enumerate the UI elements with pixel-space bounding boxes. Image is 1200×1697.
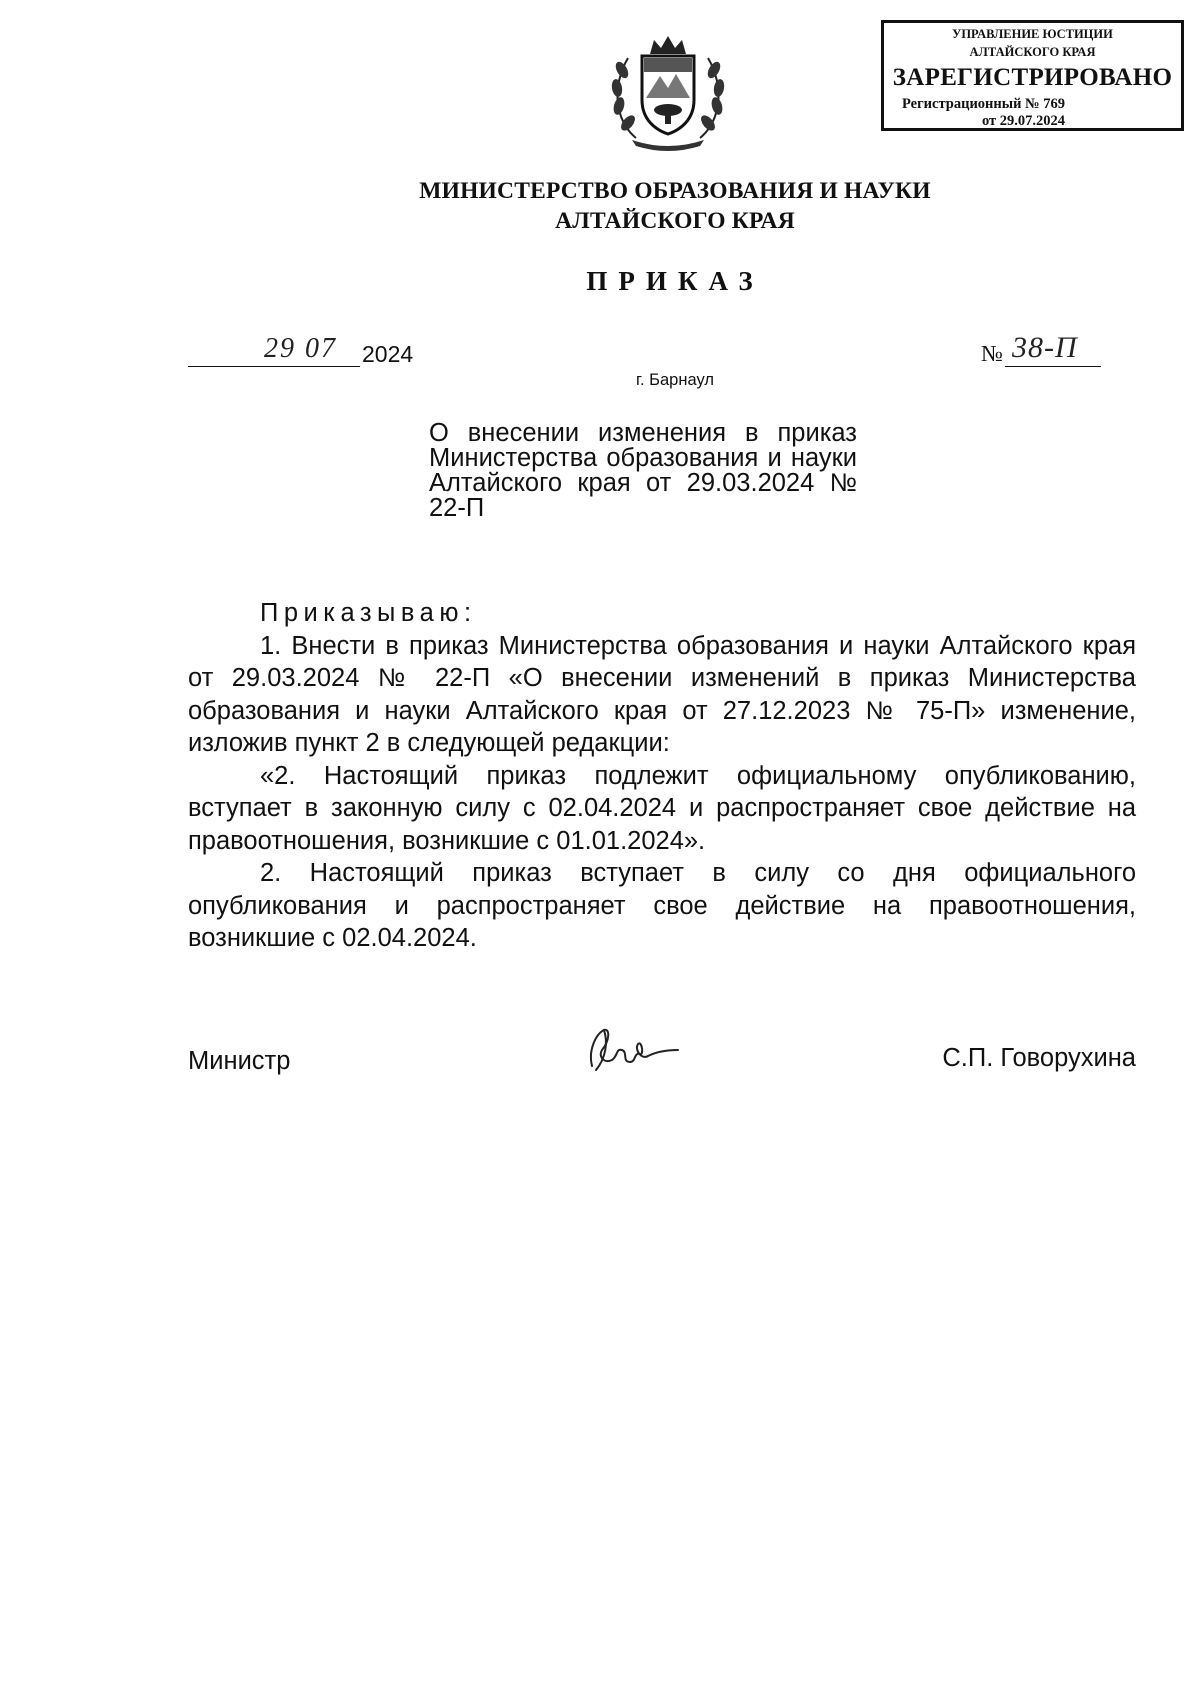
- date-year: 2024: [362, 341, 414, 367]
- ministry-line1: МИНИСТЕРСТВО ОБРАЗОВАНИЯ И НАУКИ: [419, 178, 931, 204]
- stamp-org-line2: АЛТАЙСКОГО КРАЯ: [969, 45, 1096, 59]
- handwritten-date: 29 07: [264, 333, 337, 364]
- signatory-role: Министр: [188, 1047, 291, 1075]
- order-body: [188, 597, 1136, 955]
- stamp-org-line1: УПРАВЛЕНИЕ ЮСТИЦИИ: [952, 27, 1113, 41]
- stamp-status: ЗАРЕГИСТРИРОВАНО: [892, 64, 1173, 91]
- stamp-reg-number: Регистрационный № 769: [902, 96, 1066, 112]
- paragraph-1: 1. Внести в приказ Министерства образования и науки Алтайского края от 29.03.2024 № 22-П «О внесении изменений в приказ Министерства образования и науки Алтайского края от 27.12.2023 № 75-П» изменение, изложив пункт 2 в следующей редакции:: [188, 631, 1136, 757]
- signatory-name: С.П. Говорухина: [942, 1044, 1136, 1072]
- stamp-reg-date: от 29.07.2024: [982, 113, 1066, 129]
- handwritten-signature: [586, 1020, 686, 1076]
- city: г. Барнаул: [636, 371, 714, 389]
- paragraph-quoted: «2. Настоящий приказ подлежит официальному опубликованию, вступает в законную силу с 02.04.2024 и распространяет свое действие на правоотношения, возникшие с 01.01.2024».: [188, 761, 1136, 855]
- ministry-line2: АЛТАЙСКОГО КРАЯ: [555, 208, 795, 234]
- ministry-name: [250, 176, 1100, 236]
- paragraph-2: 2. Настоящий приказ вступает в силу со дня официального опубликования и распространяет свое действие на правоотношения, возникшие с 02.04.2024.: [188, 859, 1136, 952]
- order-subject: О внесении изменения в приказ Министерства образования и науки Алтайского края от 29.03.2024 № 22-П: [429, 419, 857, 522]
- coat-of-arms-icon: [606, 30, 730, 152]
- decree-word: Приказываю:: [260, 599, 477, 627]
- number-label: №: [981, 341, 1003, 366]
- handwritten-number: 38-П: [1012, 331, 1078, 364]
- registration-stamp: [881, 20, 1184, 131]
- document-type-title: ПРИКАЗ: [586, 266, 764, 296]
